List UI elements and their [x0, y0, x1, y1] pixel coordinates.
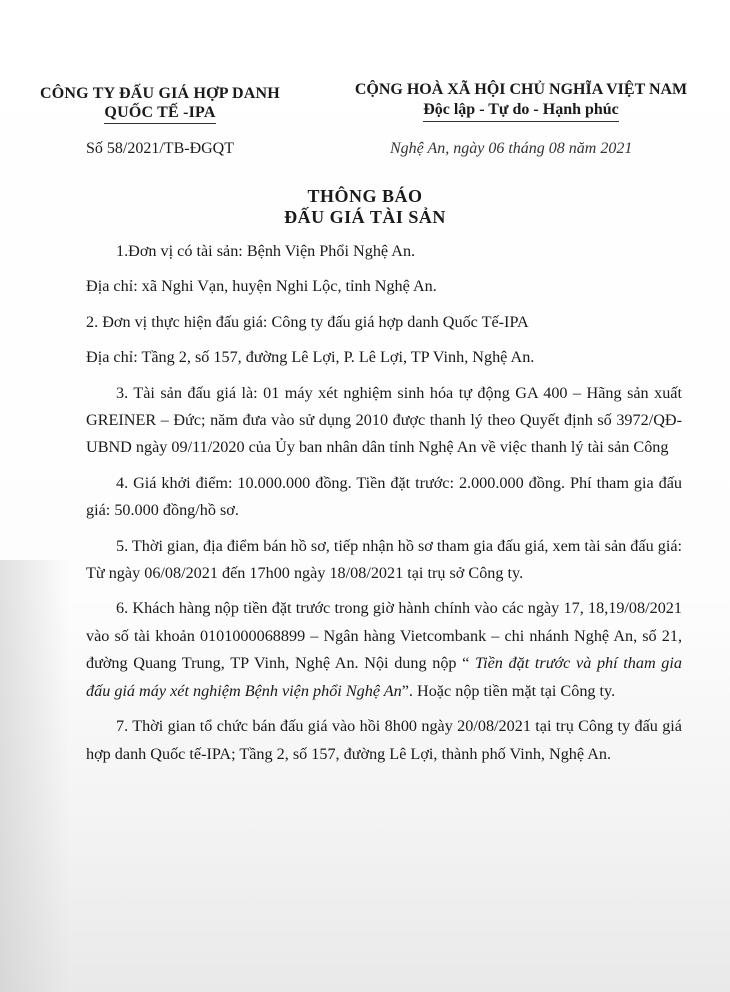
title-line1: THÔNG BÁO: [307, 186, 423, 206]
country-name: CỘNG HOÀ XÃ HỘI CHỦ NGHĨA VIỆT NAM: [354, 81, 688, 98]
section-1-address: Địa chỉ: xã Nghi Vạn, huyện Nghi Lộc, tỉnh Nghệ An.: [86, 277, 437, 296]
section-4: 4. Giá khởi điểm: 10.000.000 đồng. Tiền đặt trước: 2.000.000 đồng. Phí tham gia đấu giá: 50.000 đồng/hồ sơ.: [86, 473, 682, 520]
issuer-name-line1: CÔNG TY ĐẤU GIÁ HỢP DANH: [40, 85, 280, 102]
section-6-payment-note: Tiền đặt trước và phí tham gia đấu giá máy xét nghiệm Bệnh viện phổi Nghệ An: [86, 654, 682, 700]
document-title: [0, 186, 730, 228]
document-number: Số 58/2021/TB-ĐGQT: [86, 140, 234, 157]
section-6-text-end: ”. Hoặc nộp tiền mặt tại Công ty.: [401, 681, 616, 700]
title-line2: ĐẤU GIÁ TÀI SẢN: [284, 207, 446, 227]
national-motto: Độc lập - Tự do - Hạnh phúc: [423, 100, 619, 122]
section-2: 2. Đơn vị thực hiện đấu giá: Công ty đấu giá hợp danh Quốc Tế-IPA: [86, 312, 529, 331]
section-3: 3. Tài sản đấu giá là: 01 máy xét nghiệm sinh hóa tự động GA 400 – Hãng sản xuất GREINER – Đức; năm đưa vào sử dụng 2010 được thanh lý theo Quyết định số 3972/QĐ-UBND ngày 09/11/2020 của Ủy ban nhân dân tỉnh Nghệ An về việc thanh lý tài sản Công: [86, 383, 682, 457]
section-5: 5. Thời gian, địa điểm bán hồ sơ, tiếp nhận hồ sơ tham gia đấu giá, xem tài sản đấu giá: Từ ngày 06/08/2021 đến 17h00 ngày 18/08/2021 tại trụ sở Công ty.: [86, 536, 682, 583]
issuer-block: [20, 84, 300, 124]
section-1: 1.Đơn vị có tài sản: Bệnh Viện Phổi Nghệ An.: [116, 242, 416, 260]
section-6-text: 6. Khách hàng nộp tiền đặt trước trong giờ hành chính vào các ngày 17, 18,19/08/2021 vào số tài khoản 0101000068899 – Ngân hàng Vietcombank – chi nhánh Nghệ An, số 21, đường Quang Trung, TP Vinh, Nghệ An. Nội dung nộp “: [86, 599, 682, 673]
section-7: 7. Thời gian tổ chức bán đấu giá vào hồi 8h00 ngày 20/08/2021 tại trụ Công ty đấu giá hợp danh Quốc tế-IPA; Tầng 2, số 157, đường Lê Lợi, thành phố Vinh, Nghệ An.: [86, 717, 682, 763]
paper-shadow: [0, 560, 70, 992]
document-body: [86, 238, 682, 768]
section-6: [86, 595, 682, 705]
national-header: [316, 80, 726, 122]
section-2-address: Địa chỉ: Tầng 2, số 157, đường Lê Lợi, P. Lê Lợi, TP Vinh, Nghệ An.: [86, 348, 535, 367]
date-line: Nghệ An, ngày 06 tháng 08 năm 2021: [390, 140, 633, 157]
issuer-name-line2: QUỐC TẾ -IPA: [104, 103, 215, 124]
